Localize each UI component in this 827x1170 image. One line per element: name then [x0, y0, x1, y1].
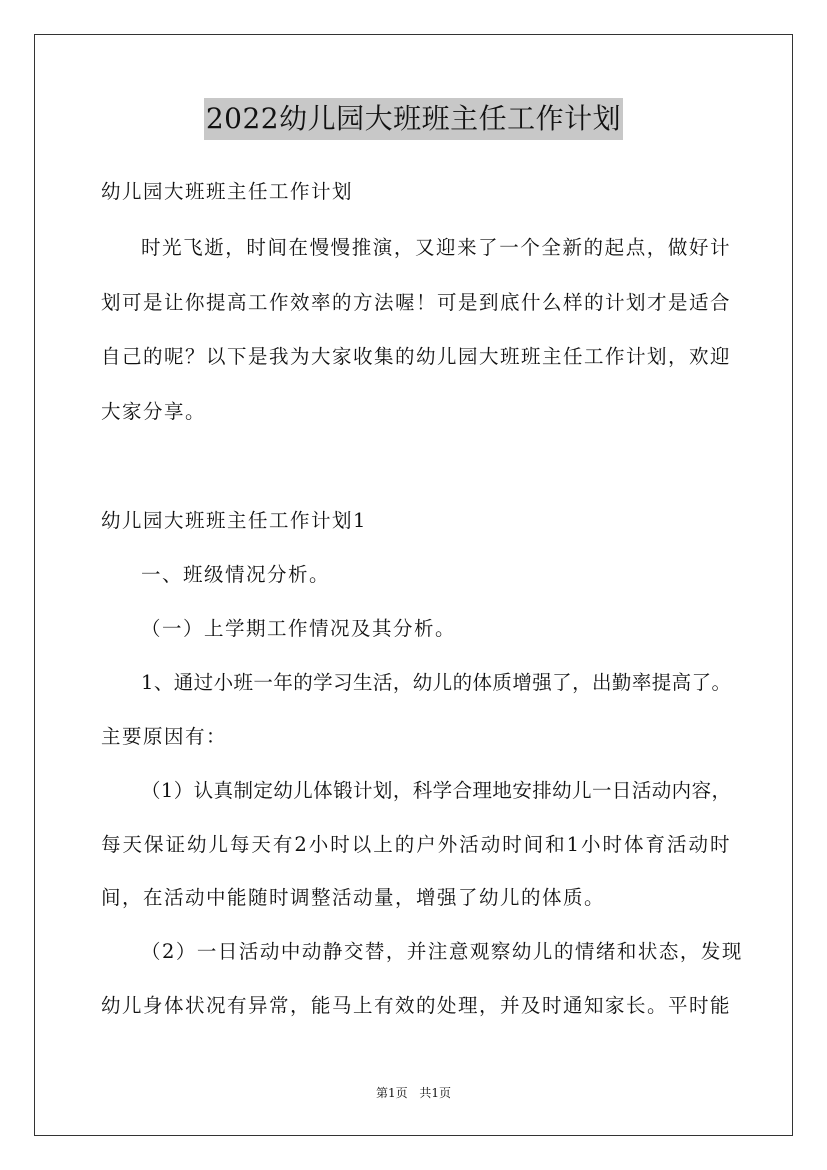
paragraph-line: 自己的呢？以下是我为大家收集的幼儿园大班班主任工作计划，欢迎: [101, 345, 732, 368]
page-footer: [0, 1084, 827, 1101]
paragraph-line: 大家分享。: [101, 400, 207, 423]
paragraph-line: 间，在活动中能随时调整活动量，增强了幼儿的体质。: [101, 886, 606, 909]
paragraph-line: 每天保证幼儿每天有2小时以上的户外活动时间和1小时体育活动时: [101, 833, 731, 856]
page-total: 共1页: [419, 1086, 452, 1100]
paragraph-line: 时光飞逝，时间在慢慢推演，又迎来了一个全新的起点，做好计: [141, 236, 731, 259]
section-heading: 幼儿园大班班主任工作计划: [101, 180, 354, 203]
page-number: 第1页: [375, 1086, 408, 1100]
section-heading: 幼儿园大班班主任工作计划1: [101, 509, 367, 532]
subheading: 一、班级情况分析。: [141, 563, 331, 586]
paragraph-line: （1）认真制定幼儿体锻计划，科学合理地安排幼儿一日活动内容，: [141, 779, 731, 802]
paragraph-line: 主要原因有：: [101, 725, 228, 748]
paragraph-line: 幼儿身体状况有异常，能马上有效的处理，并及时通知家长。平时能: [101, 994, 732, 1017]
paragraph-line: （2）一日活动中动静交替，并注意观察幼儿的情绪和状态，发现: [141, 940, 743, 963]
paragraph-line: 1、通过小班一年的学习生活，幼儿的体质增强了，出勤率提高了。: [141, 671, 731, 694]
paragraph-line: 划可是让你提高工作效率的方法喔！可是到底什么样的计划才是适合: [101, 291, 732, 314]
document-title: 2022幼儿园大班班主任工作计划: [204, 98, 623, 140]
subheading: （一）上学期工作情况及其分析。: [141, 617, 457, 640]
title-container: [0, 98, 827, 140]
